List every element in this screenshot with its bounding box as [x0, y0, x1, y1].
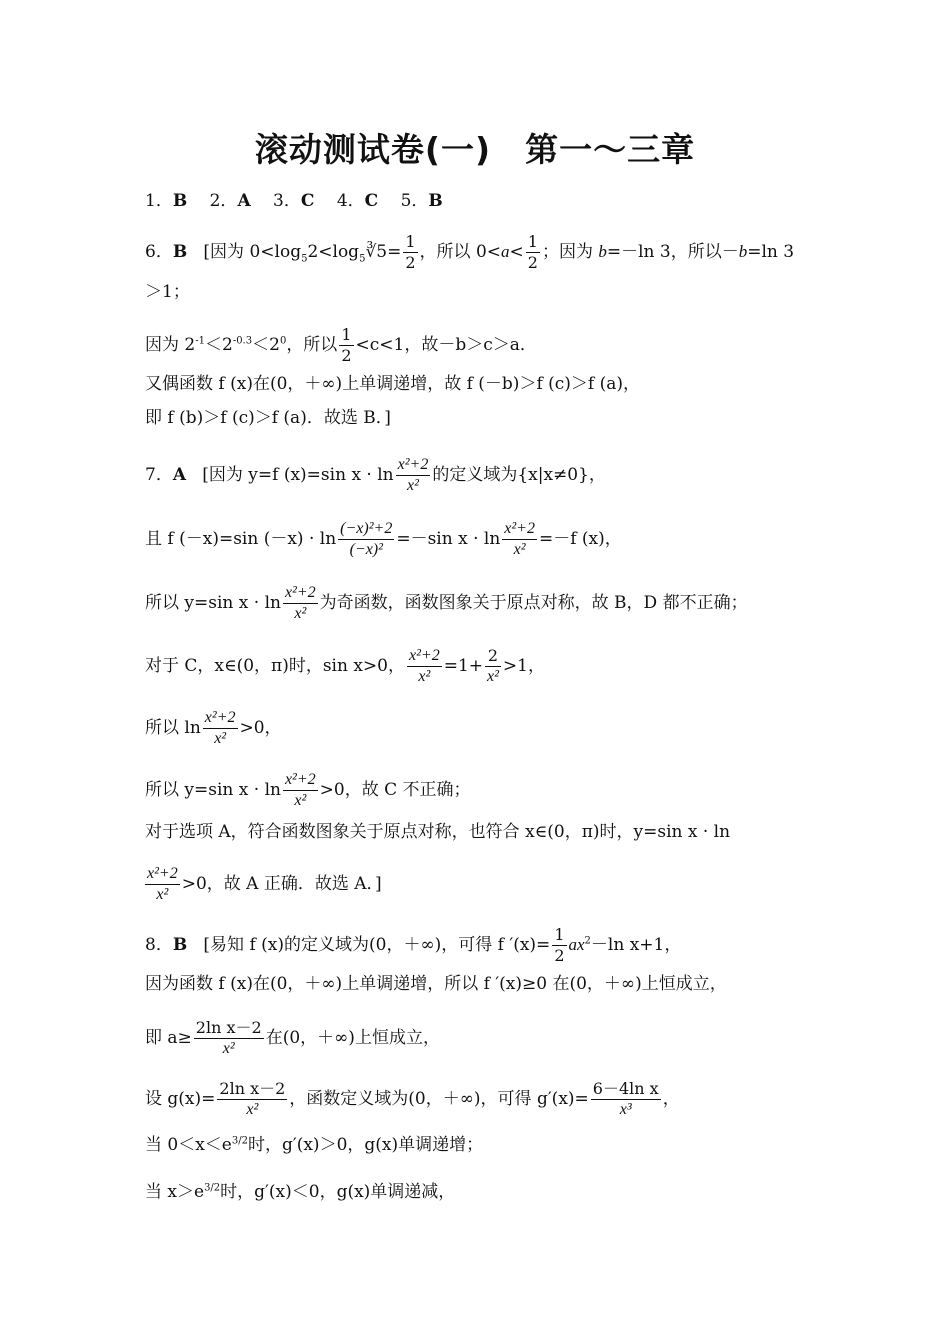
fraction: $\frac{\text{x²+2}}{\text{x²}}$ [504, 520, 535, 558]
q8-line-6: 当 $x>e^{3/2}$时，g′(x)＜0，g(x)单调递减， [145, 1182, 456, 1202]
q7-line-6: 所以 y=sin x · ln $\frac{\text{x²+2}}{\text{x²}}$ >0，故 C 不正确； [145, 771, 471, 809]
q7-line-1: 7．A [因为 y=f (x)=sin x · ln $\frac{\text{x²+2}}{\text{x²}}$ 的定义域为{x|x≠0}， [145, 456, 606, 494]
fraction: $\frac{1}{2}$ [405, 232, 416, 272]
answer-num: 4． [336, 191, 365, 211]
page-title: 滚动测试卷(一) 第一～三章 [254, 130, 696, 169]
answer-num: 2． [209, 191, 238, 211]
answer-choice: C [364, 191, 379, 211]
q7-line-5: 所以 ln $\frac{\text{x²+2}}{\text{x²}}$ >0， [145, 709, 282, 747]
q6-line-2: ＞1； [145, 282, 190, 302]
q8-line-1: 8．B [易知 f (x)的定义域为(0，＋∞)，可得 f ′(x)= $\frac{1}{2}$ $ax^2-\ln$ x+1， [145, 925, 682, 965]
q7-line-4: 对于 C，x∈(0，π)时，sin x>0， $\frac{\text{x²+2}}{\text{x²}}$ =1+ $\frac{2}{\text{x²}}$ >1， [145, 646, 545, 685]
fraction: $\frac{\text{2ln x－2}}{\text{x²}}$ [219, 1079, 286, 1118]
answer-num: 1． [145, 191, 173, 211]
answer-choice: B [172, 191, 188, 211]
q6-line-1: 6．B [因为 $0<\log_52<\log_5∛5=$ $\frac{1}{2}$ ，所以 0<a< $\frac{1}{2}$ ；因为 b=－ln 3，所以－b=ln 3 [145, 232, 795, 272]
q7-line-8: $\frac{\text{x²+2}}{\text{x²}}$ >0，故 A 正确．故选 A．] [147, 865, 382, 903]
q6-line-4: 又偶函数 f (x)在(0，＋∞)上单调递增，故 f (－b)＞f (c)＞f (a)， [145, 374, 641, 394]
answer-choice: B [428, 191, 443, 211]
q8-line-4: 设 g(x)= $\frac{\text{2ln x－2}}{\text{x²}}$ ，函数定义域为(0，＋∞)，可得 g′(x)= $\frac{\text{6－4ln x}}{\text{x³}}$ ， [145, 1079, 680, 1118]
fraction: $\frac{\text{(−x)²+2}}{\text{(−x)²}}$ [340, 520, 393, 558]
fraction: $\frac{\text{x²+2}}{\text{x²}}$ [284, 584, 316, 622]
fraction: $\frac{1}{2}$ [527, 232, 538, 272]
q8-line-2: 因为函数 f (x)在(0，＋∞)上单调递增，所以 f ′(x)≥0 在(0，＋∞)上恒成立， [145, 974, 727, 994]
answer-num: 3． [273, 191, 301, 211]
fraction: $\frac{2}{\text{x²}}$ [487, 646, 499, 685]
q7-line-3: 所以 y=sin x · ln $\frac{\text{x²+2}}{\text{x²}}$ 为奇函数，函数图象关于原点对称，故 B，D 都不正确； [145, 584, 748, 622]
fraction: $\frac{\text{6－4ln x}}{\text{x³}}$ [592, 1079, 659, 1118]
answers-row [145, 189, 443, 213]
q7-line-2: 且 f (－x)=sin (－x) · ln $\frac{\text{(−x)²+2}}{\text{(−x)²}}$ =－sin x · ln $\frac{\text{x²+2}}{\text{x²}}$ =－f (x)， [145, 520, 622, 558]
fraction: $\frac{1}{2}$ [341, 325, 352, 365]
answer-choice: C [300, 191, 315, 211]
fraction: $\frac{\text{x²+2}}{\text{x²}}$ [409, 647, 440, 685]
fraction: $\frac{\text{2ln x－2}}{\text{x²}}$ [195, 1018, 262, 1057]
fraction: $\frac{\text{x²+2}}{\text{x²}}$ [147, 865, 178, 903]
answer-choice: A [237, 191, 251, 211]
q8-line-3: 即 a≥ $\frac{\text{2ln x－2}}{\text{x²}}$ 在(0，＋∞)上恒成立， [145, 1018, 440, 1057]
q7-line-7: 对于选项 A，符合函数图象关于原点对称，也符合 x∈(0，π)时，y=sin x · ln [145, 822, 731, 842]
answer-num: 5． [400, 191, 429, 211]
q6-line-5: 即 f (b)＞f (c)＞f (a)．故选 B．] [145, 408, 391, 428]
fraction: $\frac{\text{x²+2}}{\text{x²}}$ [397, 456, 429, 494]
fraction: $\frac{\text{x²+2}}{\text{x²}}$ [284, 771, 316, 809]
fraction: $\frac{1}{2}$ [554, 925, 565, 965]
fraction: $\frac{\text{x²+2}}{\text{x²}}$ [204, 709, 236, 747]
q6-line-3: 因为 $2^{-1}<2^{-0.3}<2^0$，所以 $\frac{1}{2}$ <c<1，故－b＞c＞a． [145, 325, 537, 365]
q8-line-5: 当 $0<x<e^{3/2}$时，g′(x)＞0，g(x)单调递增； [145, 1135, 484, 1155]
